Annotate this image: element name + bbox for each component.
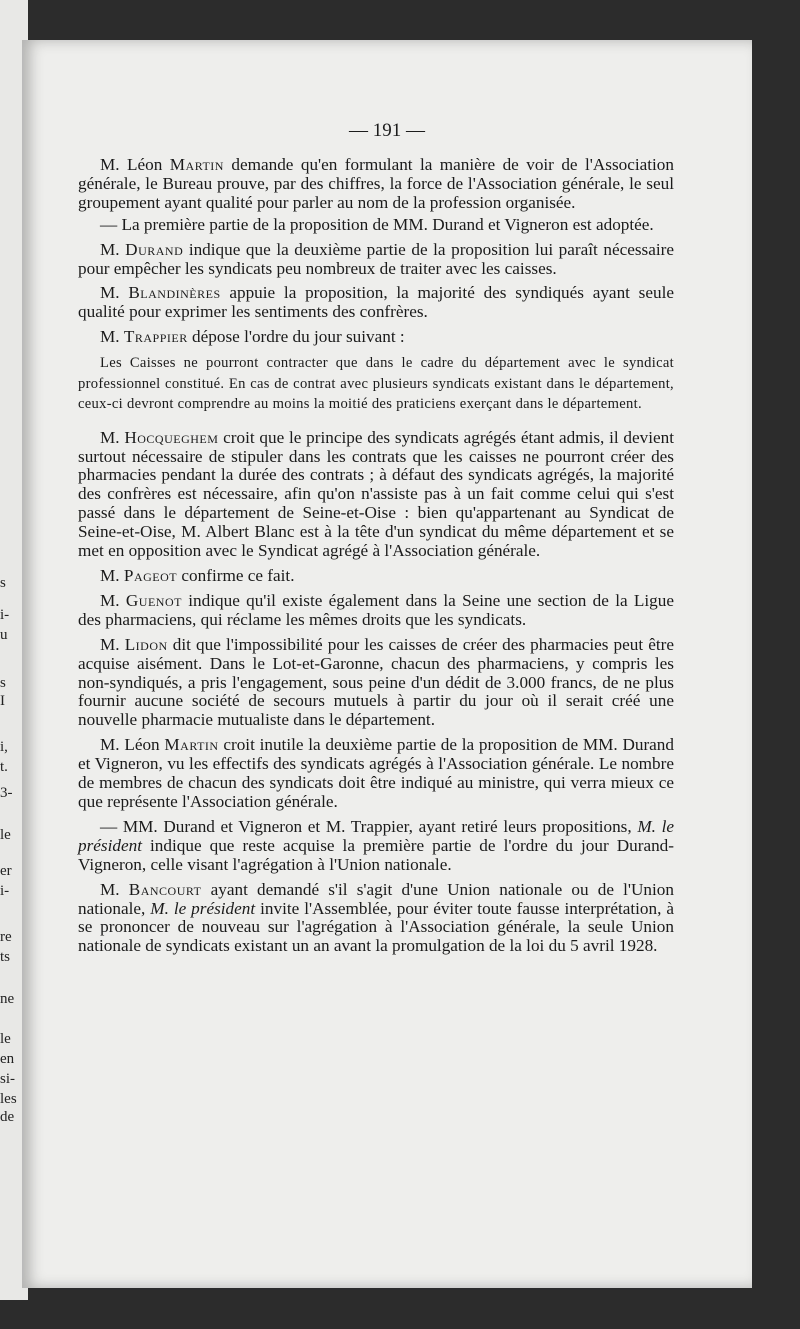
speaker-name: Bancourt [128, 879, 202, 899]
facing-page-fragment: er [0, 863, 12, 879]
facing-page-fragment: t. [0, 759, 8, 775]
paragraph: M. Léon Martin croit inutile la deuxième partie de la proposition de MM. Durand et Vigneron, vu les effectifs des syndicats agrégés à l'Association générale. Le nombre de membres de chacun des syndicats doit être indiqué au ministre, qui verra mieux ce que représente l'Association générale. [78, 735, 674, 811]
facing-page-fragment: I [0, 693, 5, 709]
paragraph: M. Durand indique que la deuxième partie de la proposition lui paraît nécessaire pour empêcher les syndicats peu nombreux de traiter avec les caisses. [78, 239, 674, 278]
president-reference: M. le président [78, 816, 674, 855]
page-number: — 191 — [349, 120, 425, 141]
paragraph: M. Léon Martin demande qu'en formulant la manière de voir de l'Association générale, le Bureau prouve, par des chiffres, la force de l'Association générale, le seul groupement ayant qualité pour parler au nom de la profession organisée. [78, 155, 674, 212]
paragraph: M. Hocqueghem croit que le principe des syndicats agrégés étant admis, il devient surtout nécessaire de stipuler dans les contrats que les caisses ne pourront créer des pharmacies pendant la durée des contrats ; à défaut des syndicats agrégés, la majorité des confrères est nécessaire, afin qu'on n'assiste pas à un fait comme celui qui s'est passé dans le département de Seine-et-Oise : bien qu'appartenant au Syndicat de Seine-et-Oise, M. Albert Blanc est à la tête d'un syndicat du même département et se met en opposition avec le Syndicat agrégé à l'Association générale. [78, 427, 674, 561]
motion-text: Les Caisses ne pourront contracter que dans le cadre du département avec le syndicat professionnel constitué. En cas de contrat avec plusieurs syndicats existant dans le département, ceux-ci devront comprendre au moins la moitié des praticiens exerçant dans le département. [78, 355, 674, 413]
facing-page-fragment: ne [0, 991, 15, 1007]
facing-page-fragment: s [0, 675, 6, 691]
speaker-name: Hocqueghem [124, 427, 219, 447]
president-reference: M. le président [150, 898, 256, 918]
paragraph: M. Bancourt ayant demandé s'il s'agit d'une Union nationale ou de l'Union nationale, M. le président invite l'Assemblée, pour éviter toute fausse interprétation, à se prononcer de nouveau sur l'agrégation à l'Association générale, la seule Union nationale de syndicats existant un an avant la promulgation de la loi du 5 avril 1928. [78, 879, 674, 956]
paragraph: M. Blandinères appuie la proposition, la majorité des syndiqués ayant seule qualité pour exprimer les sentiments des confrères. [78, 283, 674, 322]
paragraph: M. Trappier dépose l'ordre du jour suivant : [100, 327, 405, 347]
facing-page-fragment: de [0, 1109, 15, 1125]
facing-page-fragment: le [0, 827, 11, 843]
facing-page-fragment: en [0, 1051, 15, 1067]
facing-page-fragment: le [0, 1031, 11, 1047]
paragraph: M. Pageot confirme ce fait. [100, 566, 295, 585]
facing-page-fragment: i- [0, 883, 10, 899]
facing-page-fragment: ts [0, 949, 11, 965]
speaker-name: Martin [169, 155, 224, 174]
paragraph: M. Lidon dit que l'impossibilité pour les caisses de créer des pharmacies peut être acquise aisément. Dans le Lot-et-Garonne, chacun des pharmaciens, y compris les non-syndiqués, a pris l'engagement, sous peine d'un dédit de 3.000 francs, de ne plus fournir aucune société de secours mutuels à partir du jour où il serait créé une nouvelle pharmacie mutualiste dans le département. [78, 634, 674, 730]
speaker-name: Trappier [123, 327, 188, 347]
speaker-name: Durand [125, 239, 184, 259]
facing-page-fragment: u [0, 627, 8, 643]
facing-page-fragment: i, [0, 739, 8, 755]
facing-page-fragment: si- [0, 1071, 15, 1087]
facing-page-fragment: 3- [0, 785, 13, 801]
paragraph: — MM. Durand et Vigneron et M. Trappier, ayant retiré leurs propositions, M. le président indique que reste acquise la première partie de l'ordre du jour Durand-Vigneron, celle visant l'agrégation à l'Union nationale. [78, 816, 674, 874]
paragraph: M. Guenot indique qu'il existe également dans la Seine une section de la Ligue des pharmaciens, qui réclame les mêmes droits que les syndicats. [78, 590, 674, 629]
facing-page-fragment: les [0, 1091, 17, 1107]
body-text [78, 156, 674, 962]
paragraph: — La première partie de la proposition de MM. Durand et Vigneron est adoptée. [100, 214, 654, 234]
facing-page-fragment: re [0, 929, 12, 945]
speaker-name: Lidon [124, 634, 168, 654]
speaker-name: Martin [164, 735, 219, 755]
speaker-name: Pageot [123, 566, 178, 585]
speaker-name: Blandinères [128, 283, 221, 303]
speaker-name: Guenot [125, 590, 182, 610]
document-page [22, 40, 752, 1288]
facing-page-fragment: s [0, 575, 6, 591]
facing-page-fragment: i- [0, 607, 10, 623]
